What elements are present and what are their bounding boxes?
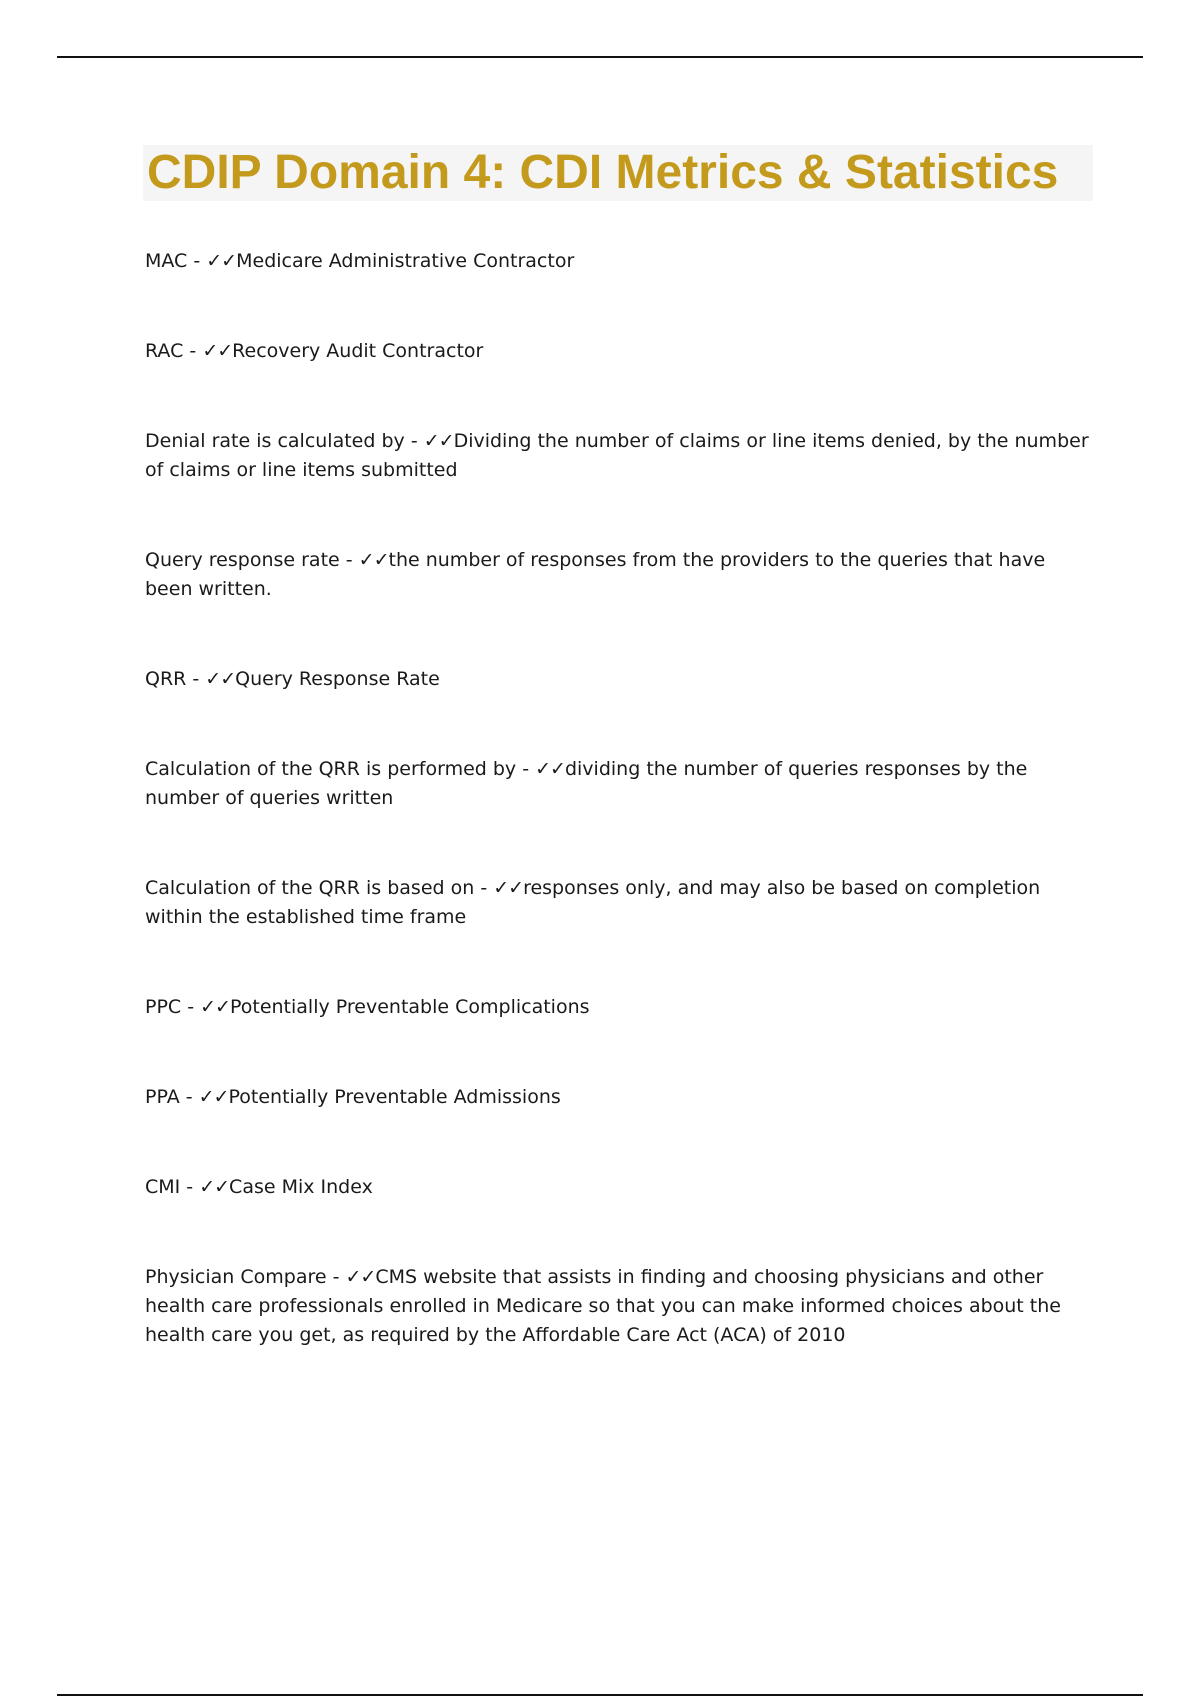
list-item <box>145 755 1090 813</box>
entry-definition: dividing the number of queries responses by the number of queries written <box>145 758 1028 809</box>
entry-definition: Query Response Rate <box>235 668 440 690</box>
entry-definition: Dividing the number of claims or line items denied, by the number of claims or line items submitted <box>145 430 1089 481</box>
top-rule <box>57 56 1143 58</box>
entry-separator: - <box>183 340 203 362</box>
entry-term: Denial rate is calculated by <box>145 430 405 452</box>
list-item <box>145 1263 1090 1350</box>
list-item <box>145 337 1090 366</box>
list-item <box>145 1083 1090 1112</box>
entry-term: PPC <box>145 996 182 1018</box>
list-item <box>145 247 1090 276</box>
double-check-icon: ✓✓ <box>535 758 565 780</box>
entry-term: MAC <box>145 250 188 272</box>
entry-separator: - <box>179 1086 199 1108</box>
entry-separator: - <box>186 668 206 690</box>
entry-separator: - <box>474 877 494 899</box>
list-item <box>145 546 1090 604</box>
entry-separator: - <box>339 549 359 571</box>
entry-separator: - <box>187 250 207 272</box>
double-check-icon: ✓✓ <box>358 549 389 571</box>
entry-term: Physician Compare <box>145 1266 327 1288</box>
double-check-icon: ✓✓ <box>423 430 454 452</box>
entry-definition: the number of responses from the providers to the queries that have been written. <box>145 549 1046 600</box>
list-item <box>145 427 1090 485</box>
double-check-icon: ✓✓ <box>493 877 524 899</box>
entry-definition: Recovery Audit Contractor <box>232 340 484 362</box>
entry-term: CMI <box>145 1176 181 1198</box>
double-check-icon: ✓✓ <box>205 668 236 690</box>
entry-term: Calculation of the QRR is performed by <box>145 758 517 780</box>
entry-term: Calculation of the QRR is based on <box>145 877 475 899</box>
entry-term: RAC <box>145 340 184 362</box>
list-item <box>145 1173 1090 1202</box>
list-item <box>145 874 1090 932</box>
entry-separator: - <box>404 430 424 452</box>
double-check-icon: ✓✓ <box>198 1086 229 1108</box>
double-check-icon: ✓✓ <box>200 996 230 1018</box>
flashcard-list <box>145 247 1090 1411</box>
double-check-icon: ✓✓ <box>345 1266 376 1288</box>
entry-definition: Case Mix Index <box>229 1176 373 1198</box>
double-check-icon: ✓✓ <box>202 340 233 362</box>
entry-separator: - <box>516 758 536 780</box>
list-item <box>145 665 1090 694</box>
entry-term: PPA <box>145 1086 180 1108</box>
entry-definition: Potentially Preventable Admissions <box>228 1086 561 1108</box>
list-item <box>145 993 1090 1022</box>
double-check-icon: ✓✓ <box>206 250 237 272</box>
entry-definition: Potentially Preventable Complications <box>229 996 590 1018</box>
double-check-icon: ✓✓ <box>199 1176 230 1198</box>
page-title: CDIP Domain 4: CDI Metrics & Statistics <box>147 146 1059 199</box>
entry-term: Query response rate <box>145 549 340 571</box>
bottom-rule <box>57 1694 1143 1696</box>
entry-separator: - <box>181 996 201 1018</box>
entry-separator: - <box>326 1266 346 1288</box>
entry-definition: Medicare Administrative Contractor <box>236 250 575 272</box>
entry-definition: CMS website that assists in finding and choosing physicians and other health care professionals enrolled in Medicare so that you can make informed choices about the health care you get, as required by the Affordable Care Act (ACA) of 2010 <box>145 1266 1061 1346</box>
entry-definition: responses only, and may also be based on completion within the established time frame <box>145 877 1041 928</box>
entry-term: QRR <box>145 668 187 690</box>
entry-separator: - <box>180 1176 200 1198</box>
